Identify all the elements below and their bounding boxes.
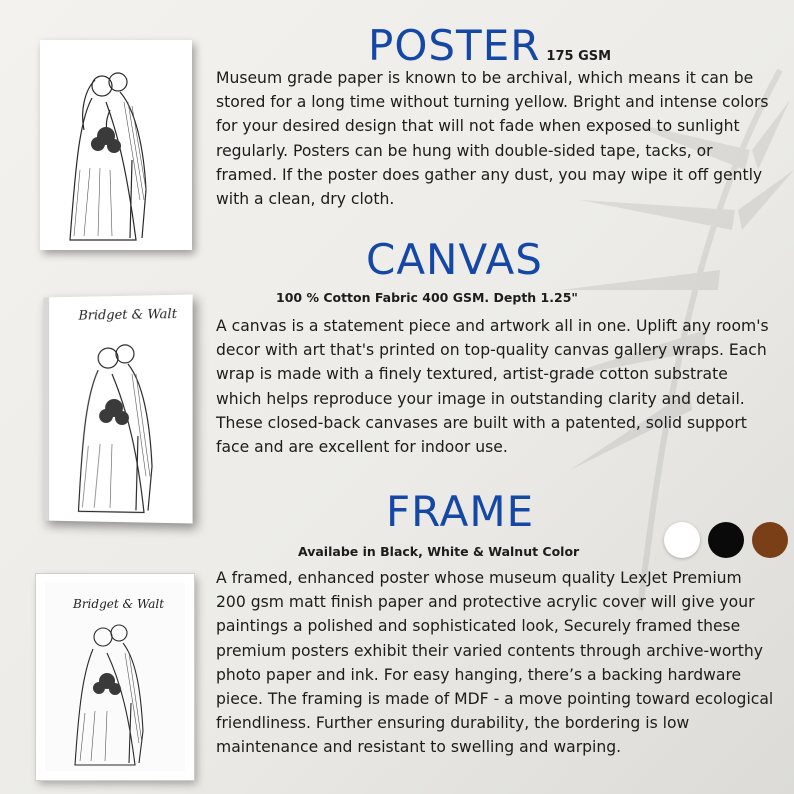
frame-spec: Availabe in Black, White & Walnut Color: [298, 544, 580, 559]
poster-description: Museum grade paper is known to be archival, which means it can be stored for a long time without turning yellow. Bright and intense colors for your desired design that will not fade when exposed to sunlight regularly. Posters can be hung with double-sided tape, tacks, or framed. If the poster does gather any dust, you may wipe it off gently with a clean, dry cloth.: [216, 69, 769, 209]
poster-title: POSTER: [368, 21, 541, 70]
poster-spec: 175 GSM: [546, 49, 612, 64]
couple-sketch-illustration: [45, 583, 185, 771]
frame-color-white-swatch[interactable]: [664, 522, 700, 558]
canvas-heading: [366, 234, 543, 286]
canvas-description: A canvas is a statement piece and artwork all in one. Uplift any room's decor with art that's printed on top-quality canvas gallery wraps. Each wrap is made with a finely textured, artist-grade cotton substrate which helps reproduce your image in outstanding clarity and detail. These closed-back canvases are built with a patented, solid support face and are excellent for indoor use.: [216, 317, 769, 457]
frame-heading: [386, 486, 534, 538]
canvas-spec: 100 % Cotton Fabric 400 GSM. Depth 1.25": [276, 290, 578, 305]
canvas-title: CANVAS: [366, 235, 543, 284]
frame-color-black-swatch[interactable]: [708, 522, 744, 558]
frame-title: FRAME: [386, 487, 535, 536]
canvas-product-image: [43, 295, 192, 524]
frame-color-walnut-swatch[interactable]: [752, 522, 788, 558]
frame-product-image: [36, 574, 194, 780]
couple-sketch-illustration: [49, 294, 199, 523]
frame-artwork-caption: Bridget & Walt: [73, 597, 165, 611]
frame-description: A framed, enhanced poster whose museum quality LexJet Premium 200 gsm matt finish paper and protective acrylic cover will give your paintings a polished and sophisticated look, Securely framed these premium posters exhibit their varied contents through archive-worthy photo paper and ink. For easy hanging, there’s a backing hardware piece. The framing is made of MDF - a move pointing toward ecological friendliness. Further ensuring durability, the bordering is low maintenance and resistant to swelling and warping.: [216, 569, 774, 757]
canvas-artwork-caption: Bridget & Walt: [78, 306, 177, 324]
poster-product-image: [40, 40, 192, 250]
couple-sketch-illustration: [40, 40, 192, 250]
